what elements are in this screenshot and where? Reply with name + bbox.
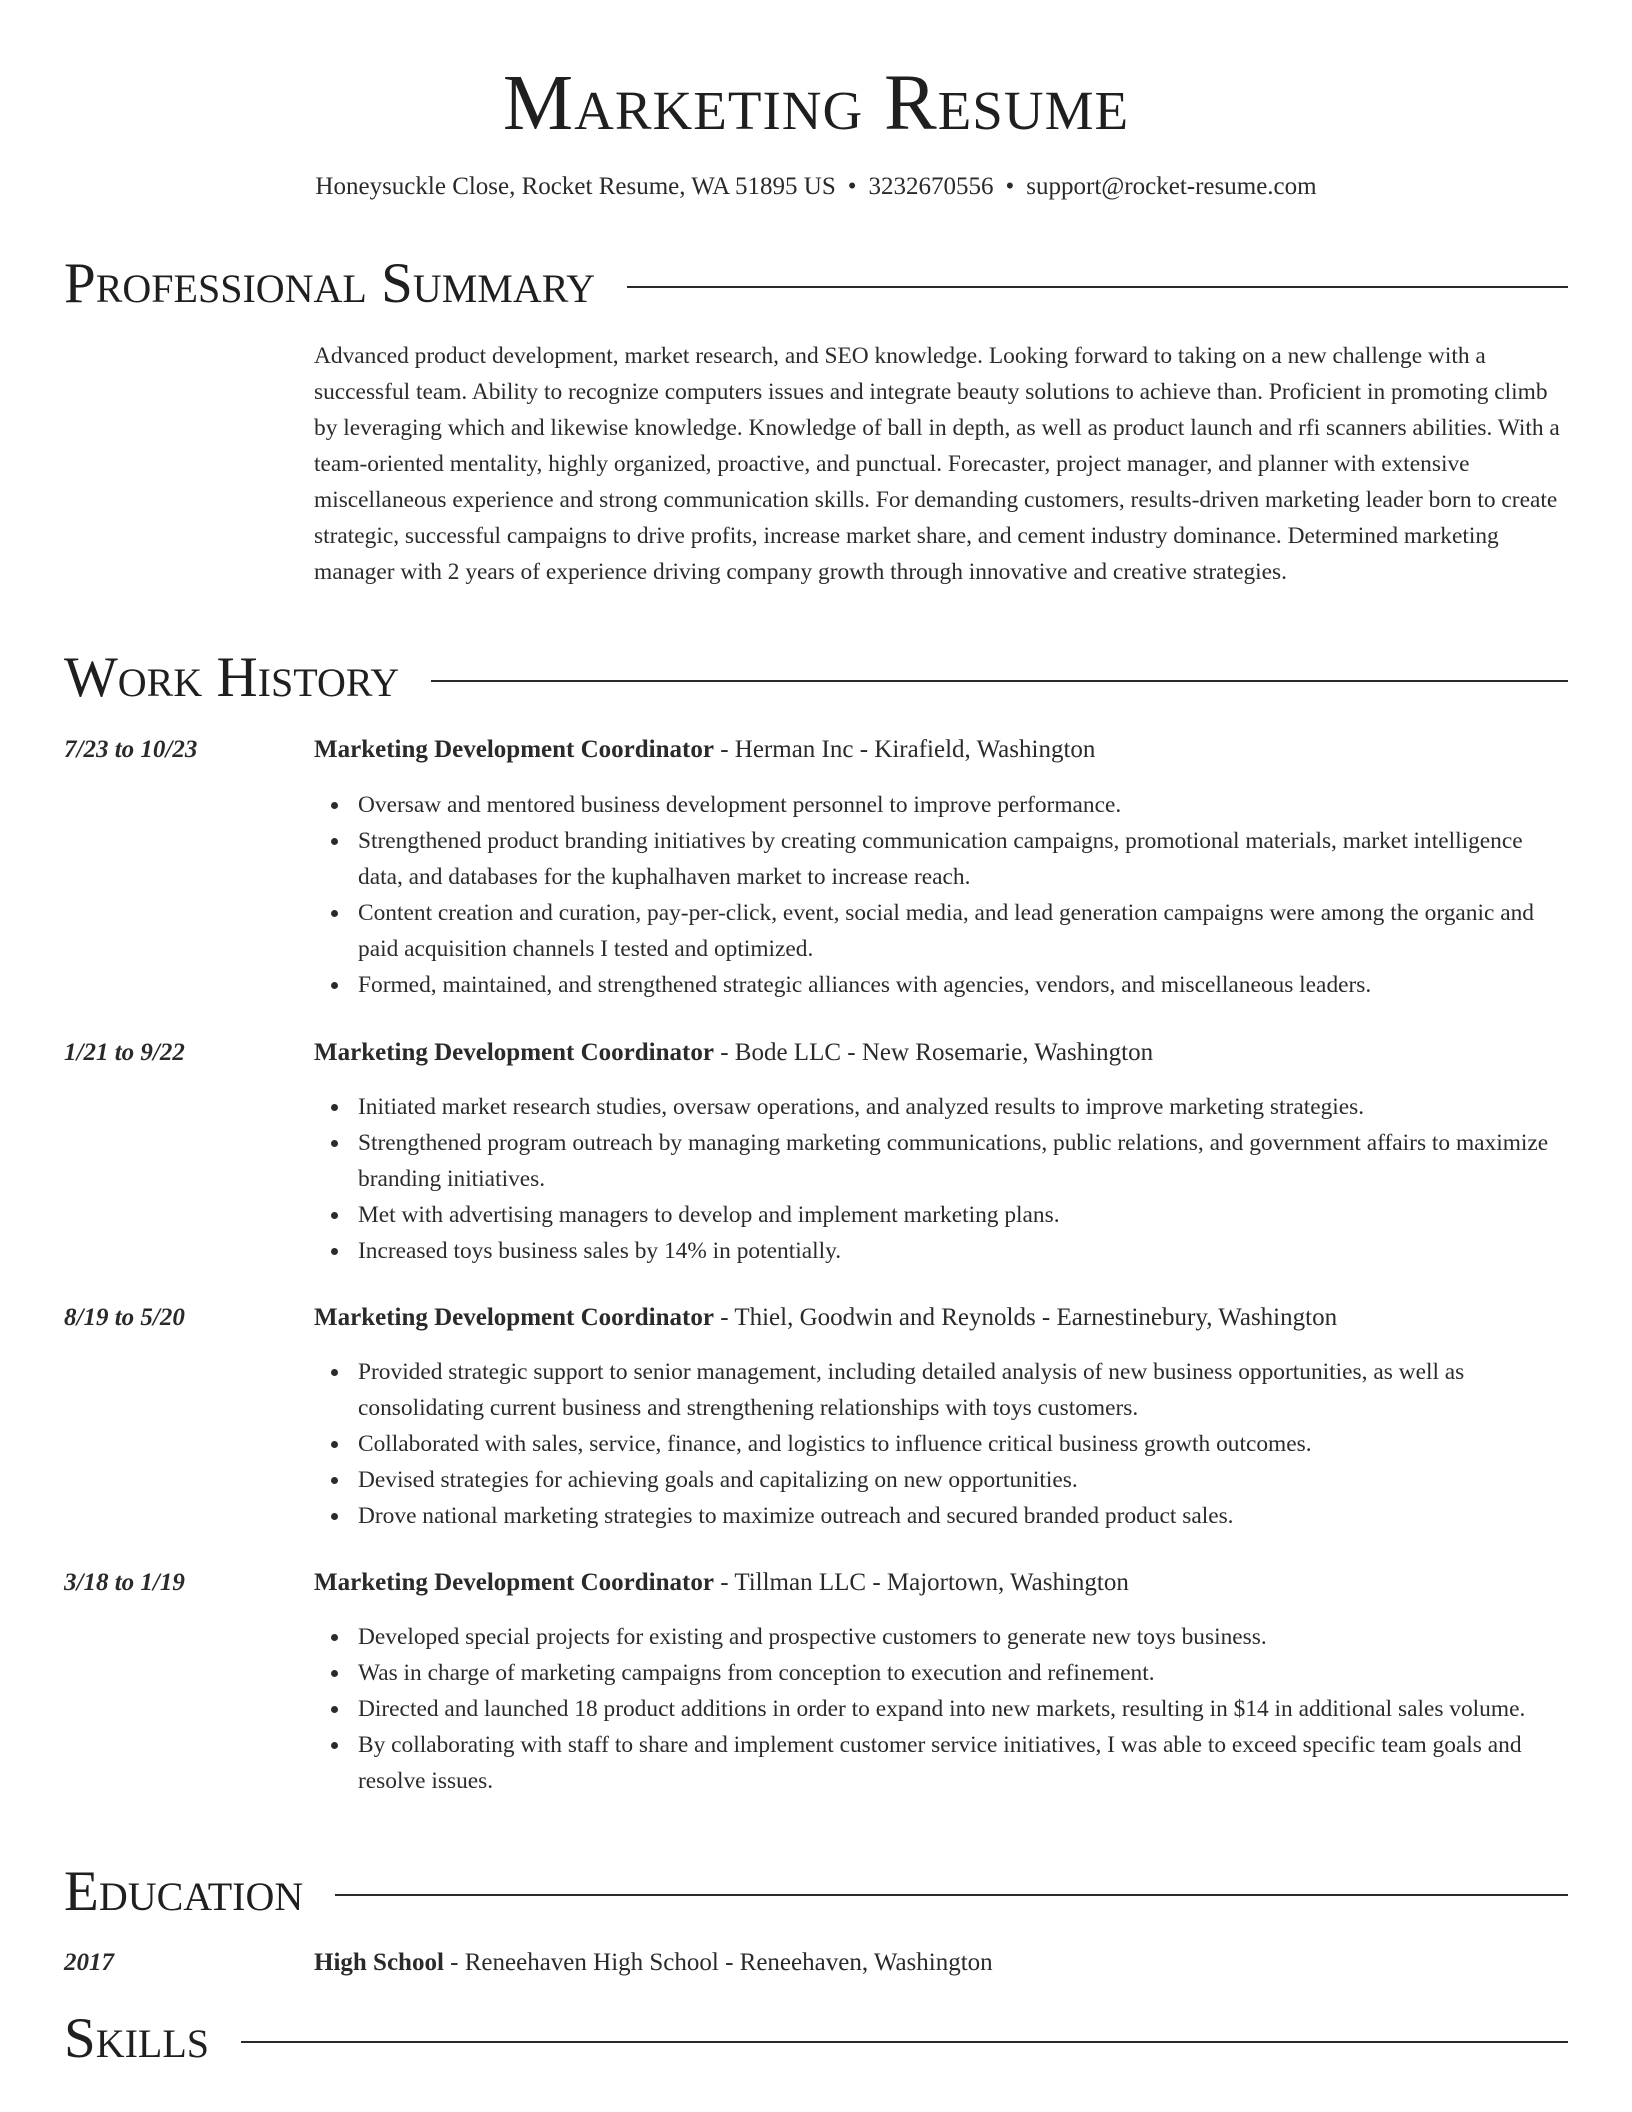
section-title: Skills — [64, 2007, 210, 2070]
section-divider — [241, 2041, 1568, 2043]
section-divider — [627, 286, 1568, 288]
job-bullet: By collaborating with staff to share and implement customer service initiatives, I was able to exceed specific team goals and resolve issues. — [314, 1727, 1568, 1799]
job-bullet: Collaborated with sales, service, finance, and logistics to influence critical business growth outcomes. — [314, 1426, 1568, 1462]
job-bullet: Initiated market research studies, oversaw operations, and analyzed results to improve marketing strategies. — [314, 1089, 1568, 1125]
section-divider — [335, 1894, 1568, 1896]
contact-line — [0, 170, 1632, 204]
section-heading-education — [64, 1860, 1568, 1924]
job-employer: - Thiel, Goodwin and Reynolds - Earnestinebury, Washington — [713, 1304, 1338, 1331]
section-heading-skills — [64, 2007, 1568, 2071]
job-bullet: Was in charge of marketing campaigns from conception to execution and refinement. — [314, 1655, 1568, 1691]
job-bullet: Provided strategic support to senior management, including detailed analysis of new business opportunities, as well as consolidating current business and strengthening relationships with toys customers. — [314, 1354, 1568, 1426]
job-employer: - Herman Inc - Kirafield, Washington — [713, 736, 1096, 763]
job-dates: 3/18 to 1/19 — [64, 1569, 185, 1596]
job-dates: 1/21 to 9/22 — [64, 1039, 185, 1066]
job-bullets — [314, 1089, 1568, 1269]
job-bullet: Devised strategies for achieving goals and capitalizing on new opportunities. — [314, 1462, 1568, 1498]
job-bullet: Met with advertising managers to develop and implement marketing plans. — [314, 1197, 1568, 1233]
job-bullet: Formed, maintained, and strengthened strategic alliances with agencies, vendors, and miscellaneous leaders. — [314, 967, 1568, 1003]
resume-name: Marketing Resume — [502, 60, 1130, 147]
education-line — [314, 1946, 1568, 1980]
job-role: Marketing Development Coordinator — [314, 736, 714, 763]
job-dates: 8/19 to 5/20 — [64, 1304, 185, 1331]
section-title: Education — [64, 1860, 304, 1923]
job-title-line — [314, 733, 1568, 767]
job-bullets — [314, 787, 1568, 1003]
section-title: Work History — [64, 646, 400, 709]
education-school: - Reneehaven High School - Reneehaven, Washington — [443, 1949, 993, 1976]
contact-phone: 3232670556 — [868, 173, 994, 200]
section-heading-work-history — [64, 646, 1568, 710]
section-title: Professional Summary — [64, 252, 596, 315]
job-role: Marketing Development Coordinator — [314, 1569, 714, 1596]
contact-separator: • — [1005, 173, 1015, 200]
section-heading-summary — [64, 252, 1568, 316]
job-bullet: Drove national marketing strategies to maximize outreach and secured branded product sales. — [314, 1498, 1568, 1534]
job-role: Marketing Development Coordinator — [314, 1304, 714, 1331]
job-bullet: Content creation and curation, pay-per-click, event, social media, and lead generation campaigns were among the organic and paid acquisition channels I tested and optimized. — [314, 895, 1568, 967]
job-employer: - Tillman LLC - Majortown, Washington — [713, 1569, 1129, 1596]
job-bullet: Strengthened product branding initiatives by creating communication campaigns, promotional materials, market intelligence data, and databases for the kuphalhaven market to increase reach. — [314, 823, 1568, 895]
job-bullet: Directed and launched 18 product additions in order to expand into new markets, resulting in $14 in additional sales volume. — [314, 1691, 1568, 1727]
contact-separator: • — [847, 173, 857, 200]
job-role: Marketing Development Coordinator — [314, 1039, 714, 1066]
contact-address: Honeysuckle Close, Rocket Resume, WA 51895 US — [315, 173, 836, 200]
job-bullet: Strengthened program outreach by managing marketing communications, public relations, and government affairs to maximize branding initiatives. — [314, 1125, 1568, 1197]
job-bullet: Increased toys business sales by 14% in potentially. — [314, 1233, 1568, 1269]
job-bullet: Oversaw and mentored business development personnel to improve performance. — [314, 787, 1568, 823]
education-degree: High School — [314, 1949, 444, 1976]
job-title-line — [314, 1036, 1568, 1070]
job-bullets — [314, 1354, 1568, 1534]
section-divider — [431, 680, 1568, 682]
job-employer: - Bode LLC - New Rosemarie, Washington — [713, 1039, 1154, 1066]
job-bullets — [314, 1619, 1568, 1799]
job-title-line — [314, 1301, 1568, 1335]
summary-text: Advanced product development, market research, and SEO knowledge. Looking forward to taking on a new challenge with a successful team. Ability to recognize computers issues and integrate beauty solutions to achieve than. Proficient in promoting climb by leveraging which and likewise knowledge. Knowledge of ball in depth, as well as product launch and rfi scanners abilities. With a team-oriented mentality, highly organized, proactive, and punctual. Forecaster, project manager, and planner with extensive miscellaneous experience and strong communication skills. For demanding customers, results-driven marketing leader born to create strategic, successful campaigns to drive profits, increase market share, and cement industry dominance. Determined marketing manager with 2 years of experience driving company growth through innovative and creative strategies. — [314, 343, 1560, 585]
contact-email: support@rocket-resume.com — [1026, 173, 1317, 200]
job-title-line — [314, 1566, 1568, 1600]
job-bullet: Developed special projects for existing and prospective customers to generate new toys business. — [314, 1619, 1568, 1655]
job-dates: 7/23 to 10/23 — [64, 736, 198, 763]
education-year: 2017 — [64, 1949, 114, 1976]
